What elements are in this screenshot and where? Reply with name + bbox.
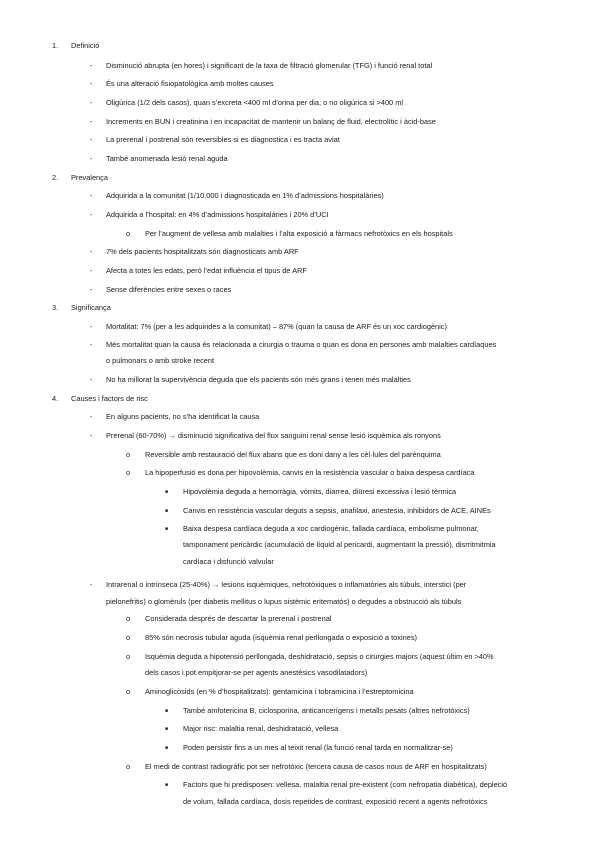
bullet-marker: o <box>126 450 131 459</box>
list-item-text: tamponament pericàrdic (acumulació de líquid al pericardi, augmentant la pressió), disrritmitmia <box>183 540 496 549</box>
bullet-marker: o <box>126 687 131 696</box>
document-line <box>0 485 600 499</box>
list-item-text: Oligúrica (1/2 dels casos), quan s’excreta <400 ml d’orina per dia, o no oligúrica si >400 ml <box>106 98 404 107</box>
bullet-marker: o <box>126 762 131 771</box>
bullet-marker: - <box>90 117 93 126</box>
document-line <box>0 115 600 129</box>
list-item-text: Poden persistir fins a un mes al teixit renal (la funció renal tarda en normalitzar-se) <box>183 743 453 752</box>
list-item-text: Prerenal (60-70%) → disminució significativa del flux sanguini renal sense lesió isquèmica als ronyons <box>106 431 441 440</box>
list-item-text: És una alteració fisiopatològica amb moltes causes <box>106 79 274 88</box>
bullet-marker: - <box>90 135 93 144</box>
list-item-text: de volum, fallada cardíaca, dosis repetides de contrast, exposició recent a agents nefrotòxics <box>183 797 488 806</box>
list-item-text: Mortalitat: 7% (per a les adquirides a la comunitat) – 87% (quan la causa de ARF és un xoc cardiogènic) <box>106 322 447 331</box>
document-line <box>0 189 600 203</box>
bullet-marker: o <box>126 229 131 238</box>
document-line <box>0 538 600 552</box>
list-item-text: No ha millorat la supervivència deguda que els pacients són més grans i tenen més malalties <box>106 375 411 384</box>
list-item-text: Afecta a totes les edats, però l’edat influència el tipus de ARF <box>106 266 307 275</box>
list-item-text: Adquirida a la comunitat (1/10.000 i diagnosticada en 1% d’admissions hospitalàries) <box>106 191 384 200</box>
list-item-text: dels casos i pot empitjorar-se per agents anestèsics vasodilatadors) <box>145 668 368 677</box>
bullet-marker: - <box>90 98 93 107</box>
list-item-text: Més mortalitat quan la causa és relacionada a cirurgia o trauma o quan es dona en persones amb malalties cardíaques <box>106 340 497 349</box>
bullet-marker: - <box>90 375 93 384</box>
document-line <box>0 650 600 664</box>
bullet-marker: - <box>90 61 93 70</box>
document-line <box>0 96 600 110</box>
bullet-marker: ■ <box>165 526 169 532</box>
bullet-marker: - <box>90 322 93 331</box>
bullet-marker: - <box>90 340 93 349</box>
bullet-marker: - <box>90 412 93 421</box>
document-line <box>0 666 600 680</box>
bullet-marker: - <box>90 154 93 163</box>
document-line <box>0 722 600 736</box>
bullet-marker: ■ <box>165 708 169 714</box>
bullet-marker: o <box>126 614 131 623</box>
list-item-text: Hipovolèmia deguda a hemorràgia, vòmits, diarrea, diüresi excessiva i lesió tèrmica <box>183 487 457 496</box>
document-line <box>0 631 600 645</box>
document-line <box>0 522 600 536</box>
list-item-text: Isquèmia deguda a hipotensió perllongada, deshidratació, sepsis o cirurgies majors (aquest últim en >40% <box>145 652 494 661</box>
document-line <box>0 77 600 91</box>
document-line <box>0 245 600 259</box>
document-line <box>0 760 600 774</box>
bullet-marker: ■ <box>165 782 169 788</box>
document-line <box>0 133 600 147</box>
section-heading: Definició <box>71 41 100 50</box>
bullet-marker: - <box>90 580 93 589</box>
bullet-marker: - <box>90 210 93 219</box>
document-line <box>0 301 600 315</box>
bullet-marker: ■ <box>165 745 169 751</box>
document-line <box>0 39 600 53</box>
list-item-text: Disminució abrupta (en hores) i significant de la taxa de filtració glomerular (TFG) i funció renal total <box>106 61 433 70</box>
section-heading: Causes i factors de risc <box>71 394 148 403</box>
document-line <box>0 612 600 626</box>
document-line <box>0 283 600 297</box>
bullet-marker: ■ <box>165 489 169 495</box>
document-line <box>0 264 600 278</box>
bullet-marker: - <box>90 247 93 256</box>
list-item-text: Intrarenal o intrínseca (25-40%) → lesions isquèmiques, nefrotòxiques o inflamatòries als túbuls, interstici (per <box>106 580 467 589</box>
list-item-text: També anomenada lesió renal aguda <box>106 154 228 163</box>
list-item-text: pielonefritis) o glomèruls (per diabetis mellitus o lupus sistèmic eritematós) o degudes a obstrucció als túbuls <box>106 597 462 606</box>
list-item-text: També amfotericina B, ciclosporina, anticancerígens i metalls pesats (altres nefrotòxics) <box>183 706 470 715</box>
bullet-marker: - <box>90 191 93 200</box>
document-line <box>0 208 600 222</box>
list-item-text: Canvis en resistència vascular deguts a sepsis, anafilaxi, anestesia, inhibidors de ACE, AINEs <box>183 506 491 515</box>
list-item-text: Sense diferències entre sexes o races <box>106 285 232 294</box>
bullet-marker: - <box>90 266 93 275</box>
document-line <box>0 595 600 609</box>
section-heading: Prevalença <box>71 173 108 182</box>
bullet-marker: - <box>90 285 93 294</box>
list-item-text: o pulmonars o amb stroke recent <box>106 356 215 365</box>
document-line <box>0 59 600 73</box>
document-line <box>0 338 600 352</box>
list-item-text: 7% dels pacients hospitalitzats són diagnosticats amb ARF <box>106 247 299 256</box>
bullet-marker: ■ <box>165 726 169 732</box>
list-item-text: Baixa despesa cardíaca deguda a xoc cardiogènic, fallada cardíaca, embolisme pulmonar, <box>183 524 479 533</box>
document-line <box>0 320 600 334</box>
section-heading: Significança <box>71 303 111 312</box>
bullet-marker: o <box>126 652 131 661</box>
list-item-text: cardíaca i disfunció valvular <box>183 557 274 566</box>
list-item-text: La prerenal i postrenal són reversibles si es diagnostica i es tracta aviat <box>106 135 340 144</box>
list-item-text: Considerada després de descartar la prerenal i postrenal <box>145 614 332 623</box>
bullet-marker: - <box>90 431 93 440</box>
list-item-text: La hipoperfusió es dona per hipovolèmia, canvis en la resistència vascular o baixa despesa cardíaca <box>145 468 475 477</box>
list-item-text: Reversible amb restauració del flux abans que es doni dany a les cèl·lules del parènquima <box>145 450 441 459</box>
bullet-marker: - <box>90 79 93 88</box>
list-item-text: Aminoglicòsids (en % d’hospitalitzats): gentamicina i tobramicina i l’estreptomicina <box>145 687 414 696</box>
bullet-marker: o <box>126 633 131 642</box>
section-number: 1. <box>52 41 59 50</box>
document-line <box>0 685 600 699</box>
section-number: 3. <box>52 303 59 312</box>
document-line <box>0 448 600 462</box>
document-line <box>0 354 600 368</box>
document-line <box>0 578 600 592</box>
document-line <box>0 778 600 792</box>
document-line <box>0 429 600 443</box>
document-line <box>0 504 600 518</box>
bullet-marker: o <box>126 468 131 477</box>
list-item-text: Factors que hi predisposen: vellesa, malaltia renal pre-existent (com nefropatia diabètica), depleció <box>183 780 508 789</box>
document-line <box>0 392 600 406</box>
document-line <box>0 152 600 166</box>
document-line <box>0 373 600 387</box>
document-line <box>0 227 600 241</box>
document-line <box>0 410 600 424</box>
list-item-text: 85% són necrosis tubular aguda (isquèmia renal perllongada o exposició a toxines) <box>145 633 417 642</box>
document-line <box>0 741 600 755</box>
list-item-text: Increments en BUN i creatinina i en incapacitat de mantenir un balanç de fluid, electrolític i àcid-base <box>106 117 436 126</box>
document-line <box>0 171 600 185</box>
list-item-text: Per l’augment de vellesa amb malalties i l’alta exposició a fàrmacs nefrotòxics en els hospitals <box>145 229 453 238</box>
list-item-text: Adquirida a l’hospital: en 4% d’admissions hospitalàries i 20% d’UCI <box>106 210 329 219</box>
list-item-text: El medi de contrast radiogràfic pot ser nefrotòxic (tercera causa de casos nous de ARF en hospitalitzats) <box>145 762 487 771</box>
list-item-text: En alguns pacients, no s’ha identificat la causa <box>106 412 260 421</box>
document-line <box>0 704 600 718</box>
list-item-text: Major risc: malaltia renal, deshidratació, vellesa <box>183 724 339 733</box>
document-line <box>0 555 600 569</box>
document-line <box>0 466 600 480</box>
section-number: 4. <box>52 394 59 403</box>
document-line <box>0 795 600 809</box>
bullet-marker: ■ <box>165 508 169 514</box>
section-number: 2. <box>52 173 59 182</box>
